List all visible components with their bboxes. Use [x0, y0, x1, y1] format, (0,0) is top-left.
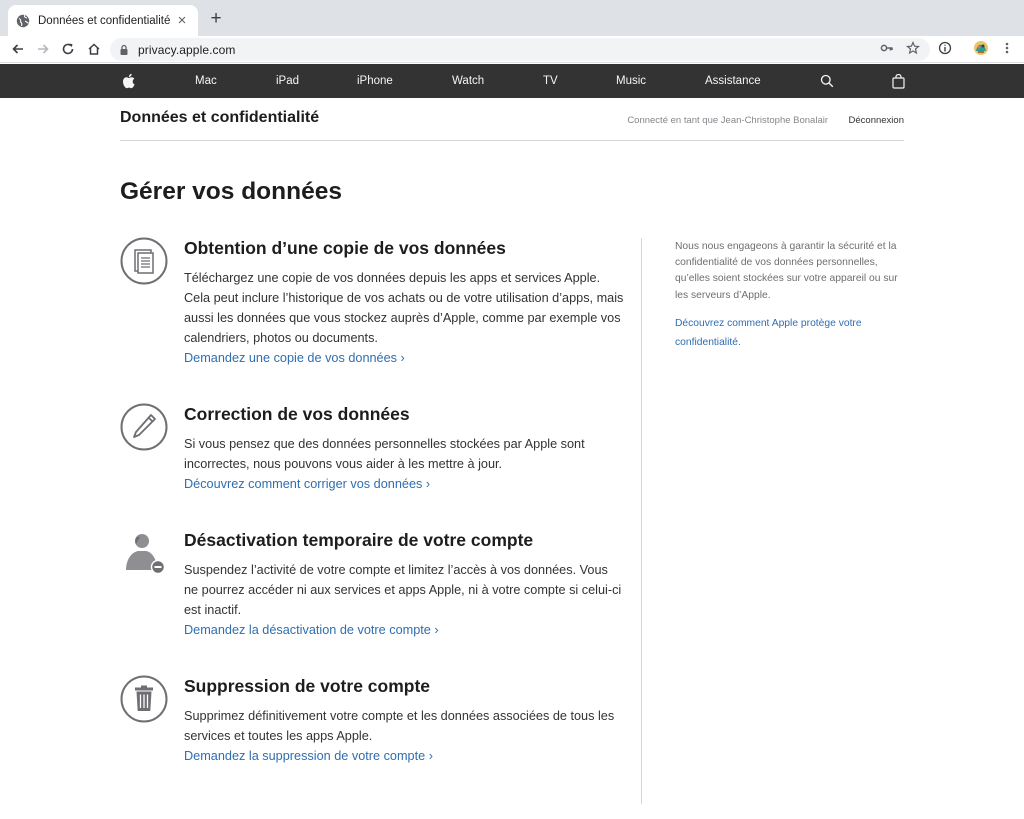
tab-title: Données et confidentialité: [38, 14, 171, 27]
privacy-aside: [675, 239, 905, 351]
nav-item-music[interactable]: Music: [616, 75, 647, 87]
url-text: privacy.apple.com: [138, 42, 236, 57]
forward-button[interactable]: [33, 39, 53, 59]
aside-text: Nous nous engageons à garantir la sécurité et la confidentialité de vos données personnelles, qu’elles soient stockées sur votre appareil ou sur les serveurs d’Apple.: [675, 241, 898, 301]
browser-tab-strip: [0, 0, 1024, 36]
column-divider: [641, 238, 642, 804]
search-icon[interactable]: [819, 72, 835, 90]
page-title: Gérer vos données: [120, 178, 342, 205]
nav-item-watch[interactable]: Watch: [452, 75, 485, 87]
nav-item-iphone[interactable]: iPhone: [357, 75, 393, 87]
pencil-icon: [120, 403, 168, 451]
nav-item-assistance[interactable]: Assistance: [705, 75, 761, 87]
info-extension-icon[interactable]: [936, 39, 954, 57]
profile-avatar-icon[interactable]: [972, 39, 990, 57]
section-title: Correction de vos données: [184, 404, 410, 424]
close-tab-icon[interactable]: ×: [177, 12, 187, 29]
request-copy-link[interactable]: Demandez une copie de vos données ›: [184, 351, 405, 365]
nav-item-ipad[interactable]: iPad: [276, 75, 300, 87]
section-description: Si vous pensez que des données personnelles stockées par Apple sont incorrectes, nous pouvons vous aider à les mettre à jour.: [184, 437, 585, 471]
deactivate-account-link[interactable]: Demandez la désactivation de votre compte ›: [184, 623, 439, 637]
globe-icon: [16, 14, 30, 28]
browser-toolbar: [0, 36, 1024, 63]
privacy-subheader: [120, 98, 904, 141]
site-title[interactable]: Données et confidentialité: [120, 109, 320, 126]
signed-in-label: Connecté en tant que Jean-Christophe Bonalair: [627, 115, 828, 126]
correct-data-link[interactable]: Découvrez comment corriger vos données ›: [184, 477, 431, 491]
reload-button[interactable]: [58, 39, 78, 59]
document-icon: [120, 237, 168, 285]
trash-icon: [120, 675, 168, 723]
section-title: Obtention d’une copie de vos données: [184, 238, 506, 258]
back-button[interactable]: [8, 39, 28, 59]
section-description: Téléchargez une copie de vos données depuis les apps et services Apple. Cela peut inclure l’historique de vos achats ou de votre utilisation d’apps, mais aussi les données que vous stockez auprès d’Apple, comme par exemple vos calendriers, photos ou documents.: [184, 271, 624, 345]
nav-item-tv[interactable]: TV: [543, 75, 558, 87]
apple-logo-icon[interactable]: [121, 72, 135, 90]
section-description: Supprimez définitivement votre compte et les données associées de tous les services et toutes les apps Apple.: [184, 709, 615, 743]
nav-item-mac[interactable]: Mac: [195, 75, 217, 87]
privacy-protection-link[interactable]: Découvrez comment Apple protège votre confidentialité.: [675, 317, 862, 349]
new-tab-button[interactable]: +: [210, 8, 222, 29]
key-icon[interactable]: [878, 39, 896, 57]
section-title: Désactivation temporaire de votre compte: [184, 530, 534, 550]
apple-global-nav: [0, 64, 1024, 98]
home-button[interactable]: [84, 39, 104, 59]
section-title: Suppression de votre compte: [184, 676, 431, 696]
delete-account-link[interactable]: Demandez la suppression de votre compte ›: [184, 749, 433, 763]
section-description: Suspendez l’activité de votre compte et limitez l’accès à vos données. Vous ne pourrez accéder ni aux services et apps Apple, ni à votre compte si celui-ci est inactif.: [184, 563, 622, 617]
logout-link[interactable]: Déconnexion: [848, 115, 904, 126]
lock-icon: [118, 44, 130, 56]
user-deactivate-icon: [120, 529, 168, 577]
shopping-bag-icon[interactable]: [890, 72, 906, 90]
browser-menu-icon[interactable]: [998, 39, 1016, 57]
address-bar[interactable]: [110, 38, 930, 61]
bookmark-star-icon[interactable]: [904, 39, 922, 57]
browser-tab[interactable]: [8, 5, 198, 36]
